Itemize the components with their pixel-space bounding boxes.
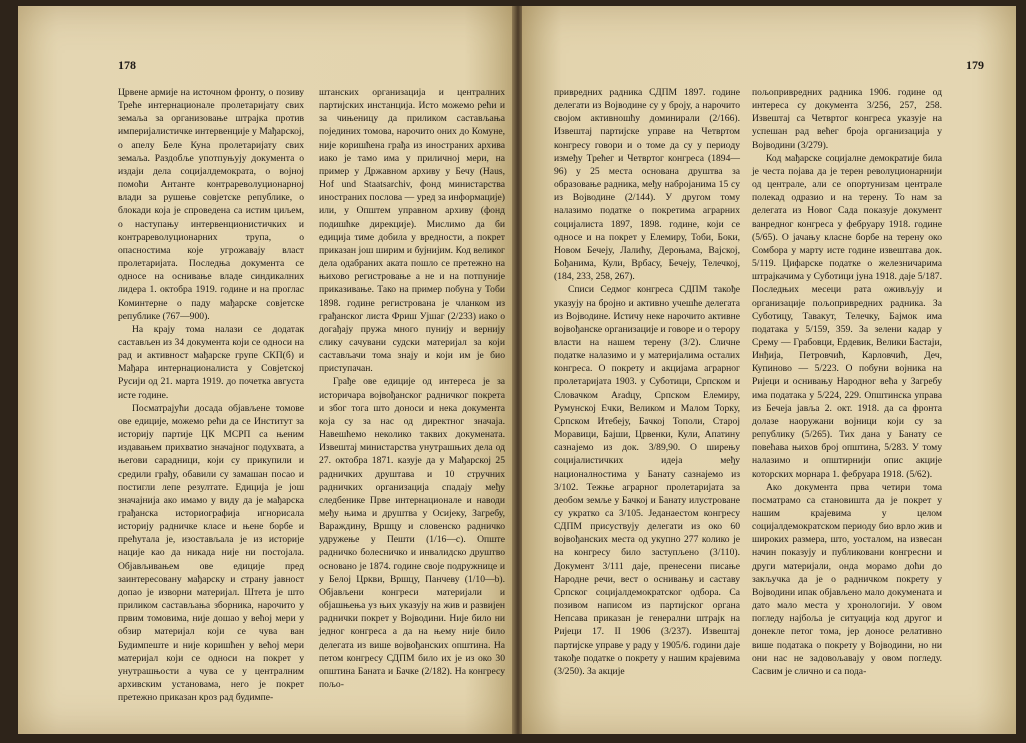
right-page bbox=[522, 6, 1016, 734]
page-number-left: 178 bbox=[118, 58, 136, 72]
right-column-2 bbox=[752, 86, 942, 678]
left-column-2 bbox=[319, 86, 505, 691]
paragraph: Посматрајући досада објављене томове ове едиције, можемо рећи да се Институт за историју партије ЦК МСРП са њеним издавањем прихватио значајног подухвата, а његови сарадници, који су прикупили и средили грађу, обавили су замашан посао и постигли лепе резултате. Едиција је још значајнија ако имамо у виду да је мађарска грађанска историографија игнорисала историју радничке класе и њене борбе и прећутала је, изостављала је из историје нације као да никада није ни постојала. Објављивањем ове едиције пред заинтересовану мађарску и страну јавност допао је изворни материјал. Штета је што приликом састављања зборника, нарочито у првим томовима, није дошао у већој мери у обзир материјал који се чува ван Будимпеште и није коришћен у већој мери материјал који се односи на покрет у унутрашњости а чува се у централним архивским установама, него је покрет претежно приказан кроз рад будимпе- bbox=[118, 402, 304, 704]
paragraph: Црвене армије на источном фронту, о позиву Треће интернационале пролетаријату свих земаља за организовање штрајка против империјалистичке интервенције у Мађарској, о апелу Беле Куна пролетаријату свих земаља. Раздобље употпуњују документа о издаји дела социјалдемократа, о војној помоћи Антанте контрареволуционарној влади за рушење совјетске републике, о блокади која је спроведена са истим циљем, о наступању интервенционистичких и контрареволуционарних трупа, о опасностима које угрожавају власт пролетаријата. Последња документа се односе на оснивање владе синдикалних лидера 1. октобра 1919. године и на проглас Коминтерне о паду мађарске совјетске републике (767—900). bbox=[118, 87, 304, 322]
paragraph: Грађе ове едиције од интереса је за историчара војвођанског радничког покрета и због тога што доноси и нека документа која су за нас од директног значаја. Навешћемо неколико таквих докумената. Извештај министарства унутрашњих дела од 27. октобра 1871. казује да у Мађарској 25 радничких друштава и 10 стручних радничких организација спадају међу следбенике Прве интернационале и наводи међу њима и друштва у Осијеку, Загребу, Вараждину, Вршцу и словенско радничко удружење у Пешти (1/16—с). Опште радничко болесничко и инвалидско друштво основано је 1874. године своје подружнице и у Белој Цркви, Вршцу, Панчеву (1/10—b). Објављени конгреси материјали и објашњења уз њих указују на жив и развијен раднички покрет у Војводини. Није било ни једног конгреса а да на њему није било делегата из више војвођанских општина. На петом конгресу СДПМ било их је из око 30 општина Баната и Бачке (2/182). На конгресу пољо- bbox=[319, 376, 505, 691]
right-column-1 bbox=[554, 86, 740, 678]
paragraph: Ако документа прва четири тома посматрамо са становишта да је покрет у нашим крајевима у целом социјалдемократском периоду био врло жив и широких размера, што, уосталом, на извесан начин показују и публиковани конгресни и други материјали, онда морамо доћи до закључка да је о радничком покрету у Војводини ипак објављено мало докумената и дато мало места у хронологији. У овом погледу најбоља је ситуација код другог и донекле петог тома, јер доносе релативно више података о покрету у Војводини, но ни они нас не задовољавају у овом погледу. Сасвим је слично и са пода- bbox=[752, 481, 942, 677]
paragraph: Списи Седмог конгреса СДПМ такође указују на бројно и активно учешће делегата из Војводине. Истичу неке нарочито активне војвођанске организације и говоре и о терору власти на нашем терену (3/2). Сличне податке налазимо и у материјалима осталих конгреса. О покрету и акцијама аграрног пролетаријата 1903. у Суботици, Српском и Словачком Аradцу, Српском Елемиру, Румунској Ечки, Великом и Малом Торку, Српском Итебеју, Бачкој Тополи, Старој Моравици, Бајши, Црвенки, Кули, Апатину сазнајемо из док. 3/89,90. О ширењу социјалистичких идеја међу националностима у Банату сазнајемо из 3/102. Тежње аграрног пролетаријата за деобом земље у Бачкој и Банату илустроване су укратко са 3/105. Једанаестом конгресу СДПМ присуствују делегати из око 60 војвођанских места од укупно 277 колико је на конгресу било заступљено (3/110). Документ 3/111 даје, пренесени писање Народне речи, вест о оснивању и саставу Српског социјалдемократског одбора. Са позивом написом из партијског органа Непсава приказан је генерални штрајк на Ријеци 17. II 1906 (3/237). Извештај партијске управе у раду у 1905/6. години даје такође податке о покрету у нашим крајевима (3/250). За акције bbox=[554, 284, 740, 677]
paragraph: На крају тома налази се додатак састављен из 34 документа који се односи на рад и активност мађарске групе СКП(б) и Мађара интернационалиста у Совјетској Русији од 21. марта 1919. до почетка августа исте године. bbox=[118, 323, 304, 401]
left-page bbox=[18, 6, 514, 734]
paragraph: штанских организација и централних партијских инстанција. Исто можемо рећи и за чињеницу да приликом састављања појединих томова, нарочито оних до Комуне, није коришћена грађа из иностраних архива иако је тамо има у приличној мери, на пример у Државном архиву у Бечу (Haus, Hof und Staatsarchiv, фонд министарства иностраних послова — уред за информације) или, у Општем управном архиву (фонд подишћке дирекције). Мислимо да би едиција тиме добила у вредности, а покрет приказан још ширим и бујнијим. Код великог дела одабраних аката пошло се претежно на њихово регистровање а не и на потпуније приказивање. Тако на пример побуна у Тоби 1898. године регистрована је чланком из грађанског листа Фриш Ујшаг (2/233) иако о догађају пружа много пунију и вернију слику сачувани судски материјал за који састављачи тома знају и који им је био приступачан. bbox=[319, 87, 505, 375]
paragraph: Код мађарске социјалне демократије била је честа појава да је терен револуционарнији од централе, али се опортунизам централе полекад одразио и на терену. То нам за делегата из Новог Сада показује документ ванредног конгреса у фебруару 1918. године (5/65). О јачању класне борбе на терену око Сомбора у марту исте године извештава док. 5/119. Цифарске податке о железничарима штрајкачима у Суботици јуна 1918. даје 5/187. Последњих месеци рата оживљују и организације пољопривредних радника. За Суботицу, Тавакут, Телечку, Бајмок има података у 5/159, 359. За зелени кадар у Срему — Грабовци, Ердевик, Велики Бастаји, Инђија, Петровчић, Карловчић, Деч, Купиново — 5/223. О побуни војника на Ријеци и оснивању Народног већа у Загребу има података у 5/224, 229. Општинска управа из Бечеја јавља 2. окт. 1918. да са фронта долазе наоружани војници који су за републику (5/265). Тих дана у Банату се повећава њихов број општина, 5/283. У тому налазимо и општирнији опис акције которских морнара 1. фебруара 1918. (5/62). bbox=[752, 152, 942, 480]
left-column-1 bbox=[118, 86, 304, 704]
paragraph: привредних радника СДПМ 1897. године делегати из Војводине су у броју, а нарочито својом активношћу доминирали (2/166). Извештај партијске управе на Четвртом конгресу говори и о томе да су у периоду између Трећег и Четвртог конгреса (1894—96) у 25 места основана друштва за образовање радника, међу набројанима 15 су из Војводине (2/144). У другом тому налазимо податке о покретима аграрних социјалиста 1897, 1898. године, који се односе и на покрет у Елемиру, Тоби, Боки, Новом Бечеју, Лалићу, Дероњама, Вајској, Бођанима, Кули, Врбасу, Бечеју, Телечкој, (184, 233, 258, 267). bbox=[554, 87, 740, 283]
page-number-right: 179 bbox=[966, 58, 984, 72]
paragraph: пољопривредних радника 1906. године од интереса су документа 3/256, 257, 258. Извештај са Четвртог конгреса указује на успешан рад већег броја организација у Војводини (3/279). bbox=[752, 87, 942, 151]
